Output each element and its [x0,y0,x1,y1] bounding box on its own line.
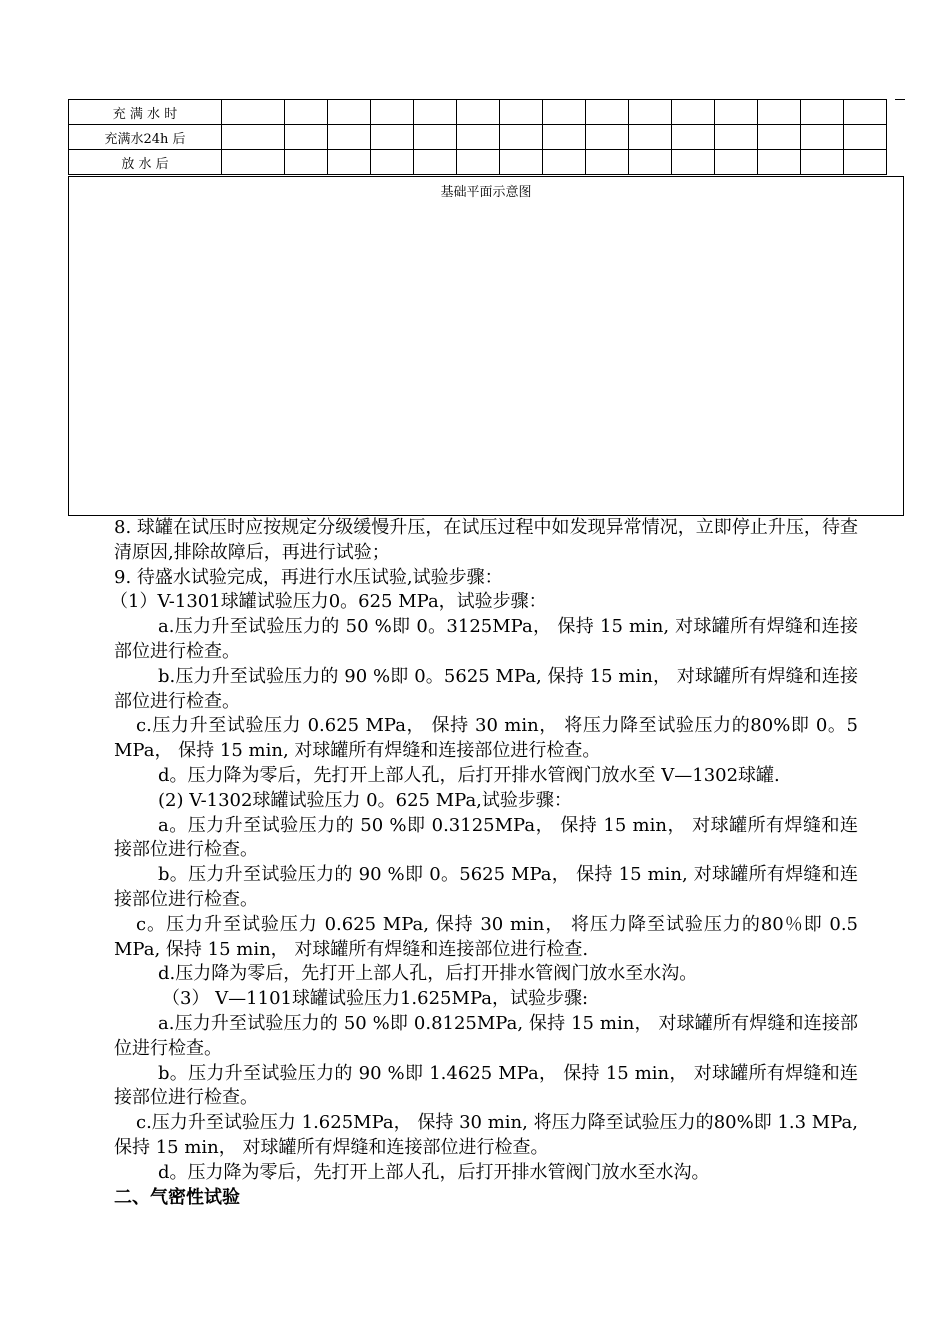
table-cell [672,100,715,125]
body-paragraph: a.压力升至试验压力的 50 %即 0。3125MPa， 保持 15 min, 对球罐所有焊缝和连接部位进行检查。 [114,616,858,662]
table-cell [222,150,285,175]
body-paragraph: b.压力升至试验压力的 90 %即 0。5625 MPa, 保持 15 min， 对球罐所有焊缝和连接部位进行检查。 [114,665,858,712]
table-cell [844,125,887,150]
table-cell [222,100,285,125]
table-cell [629,150,672,175]
body-paragraph: b。压力升至试验压力的 90 %即 1.4625 MPa， 保持 15 min， 对球罐所有焊缝和连接部位进行检查。 [114,1062,858,1109]
body-paragraph: b。压力升至试验压力的 90 %即 0。5625 MPa， 保持 15 min, 对球罐所有焊缝和连接部位进行检查。 [114,864,858,910]
table-cell [328,125,371,150]
body-paragraph: d.压力降为零后，先打开上部人孔，后打开排水管阀门放水至水沟。 [158,963,698,985]
table-cell [457,100,500,125]
table-cell [844,100,887,125]
table-cell [285,100,328,125]
table-cell [629,100,672,125]
body-paragraph: （3） V—1101球罐试验压力1.625MPa，试验步骤: [162,988,589,1010]
foundation-plan-diagram [68,176,904,516]
body-paragraph: c。压力升至试验压力 0.625 MPa, 保持 30 min， 将压力降至试验压力的80％即 0.5 MPa, 保持 15 min， 对球罐所有焊缝和连接部位进行检查. [114,913,858,960]
table-row [69,100,887,125]
table-cell [500,125,543,150]
table-cell [586,125,629,150]
row-label: 充满水24h 后 [69,125,222,150]
table-cell [715,125,758,150]
table-cell [543,100,586,125]
table-cell [586,150,629,175]
table-cell [672,125,715,150]
table-cell [371,150,414,175]
settlement-observation-table [68,99,887,175]
table-cell [285,125,328,150]
table-cell [457,125,500,150]
table-cell [758,150,801,175]
table-cell [715,100,758,125]
table-cell [328,100,371,125]
table-cell [672,150,715,175]
table-cell [758,125,801,150]
table-cell [371,125,414,150]
row-label: 放 水 后 [69,150,222,175]
body-paragraph: 8. 球罐在试压时应按规定分级缓慢升压，在试压过程中如发现异常情况，立即停止升压，待查清原因,排除故障后，再进行试验； [114,517,858,563]
table-cell [801,100,844,125]
table-cell [801,150,844,175]
table-cell [371,100,414,125]
body-paragraph: c.压力升至试验压力 1.625MPa， 保持 30 min, 将压力降至试验压力的80%即 1.3 MPa, 保持 15 min， 对球罐所有焊缝和连接部位进行检查。 [114,1112,858,1158]
table-cell [414,125,457,150]
diagram-title: 基础平面示意图 [440,185,532,200]
body-paragraph: 9. 待盛水试验完成，再进行水压试验,试验步骤： [114,566,503,588]
table-top-line [895,99,905,100]
table-row [69,150,887,175]
table-cell [586,100,629,125]
table-cell [285,150,328,175]
table-cell [758,100,801,125]
body-paragraph: a.压力升至试验压力的 50 %即 0.8125MPa, 保持 15 min， 对球罐所有焊缝和连接部位进行检查。 [114,1012,858,1059]
body-paragraph: a。压力升至试验压力的 50 %即 0.3125MPa， 保持 15 min， 对球罐所有焊缝和连接部位进行检查。 [114,814,858,861]
table-cell [222,125,285,150]
body-paragraph: c.压力升至试验压力 0.625 MPa， 保持 30 min， 将压力降至试验压力的80%即 0。5 MPa， 保持 15 min, 对球罐所有焊缝和连接部位进行检查。 [114,715,858,762]
table-cell [328,150,371,175]
table-row [69,125,887,150]
table-cell [543,125,586,150]
row-label: 充 满 水 时 [69,100,222,125]
table-cell [500,100,543,125]
body-paragraph: d。压力降为零后，先打开上部人孔，后打开排水管阀门放水至水沟。 [158,1161,710,1183]
table-cell [500,150,543,175]
table-cell [414,150,457,175]
section-heading: 二、气密性试验 [114,1186,240,1208]
table-cell [715,150,758,175]
body-paragraph: d。压力降为零后，先打开上部人孔，后打开排水管阀门放水至 V—1302球罐. [158,764,780,786]
body-paragraph: （1）V-1301球罐试验压力0。625 MPa，试验步骤： [110,591,547,613]
body-paragraph: (2) V-1302球罐试验压力 0。625 MPa,试验步骤： [158,789,572,811]
table-cell [629,125,672,150]
table-cell [457,150,500,175]
table-cell [844,150,887,175]
table-cell [414,100,457,125]
table-cell [543,150,586,175]
document-body [110,516,858,1210]
table-cell [801,125,844,150]
